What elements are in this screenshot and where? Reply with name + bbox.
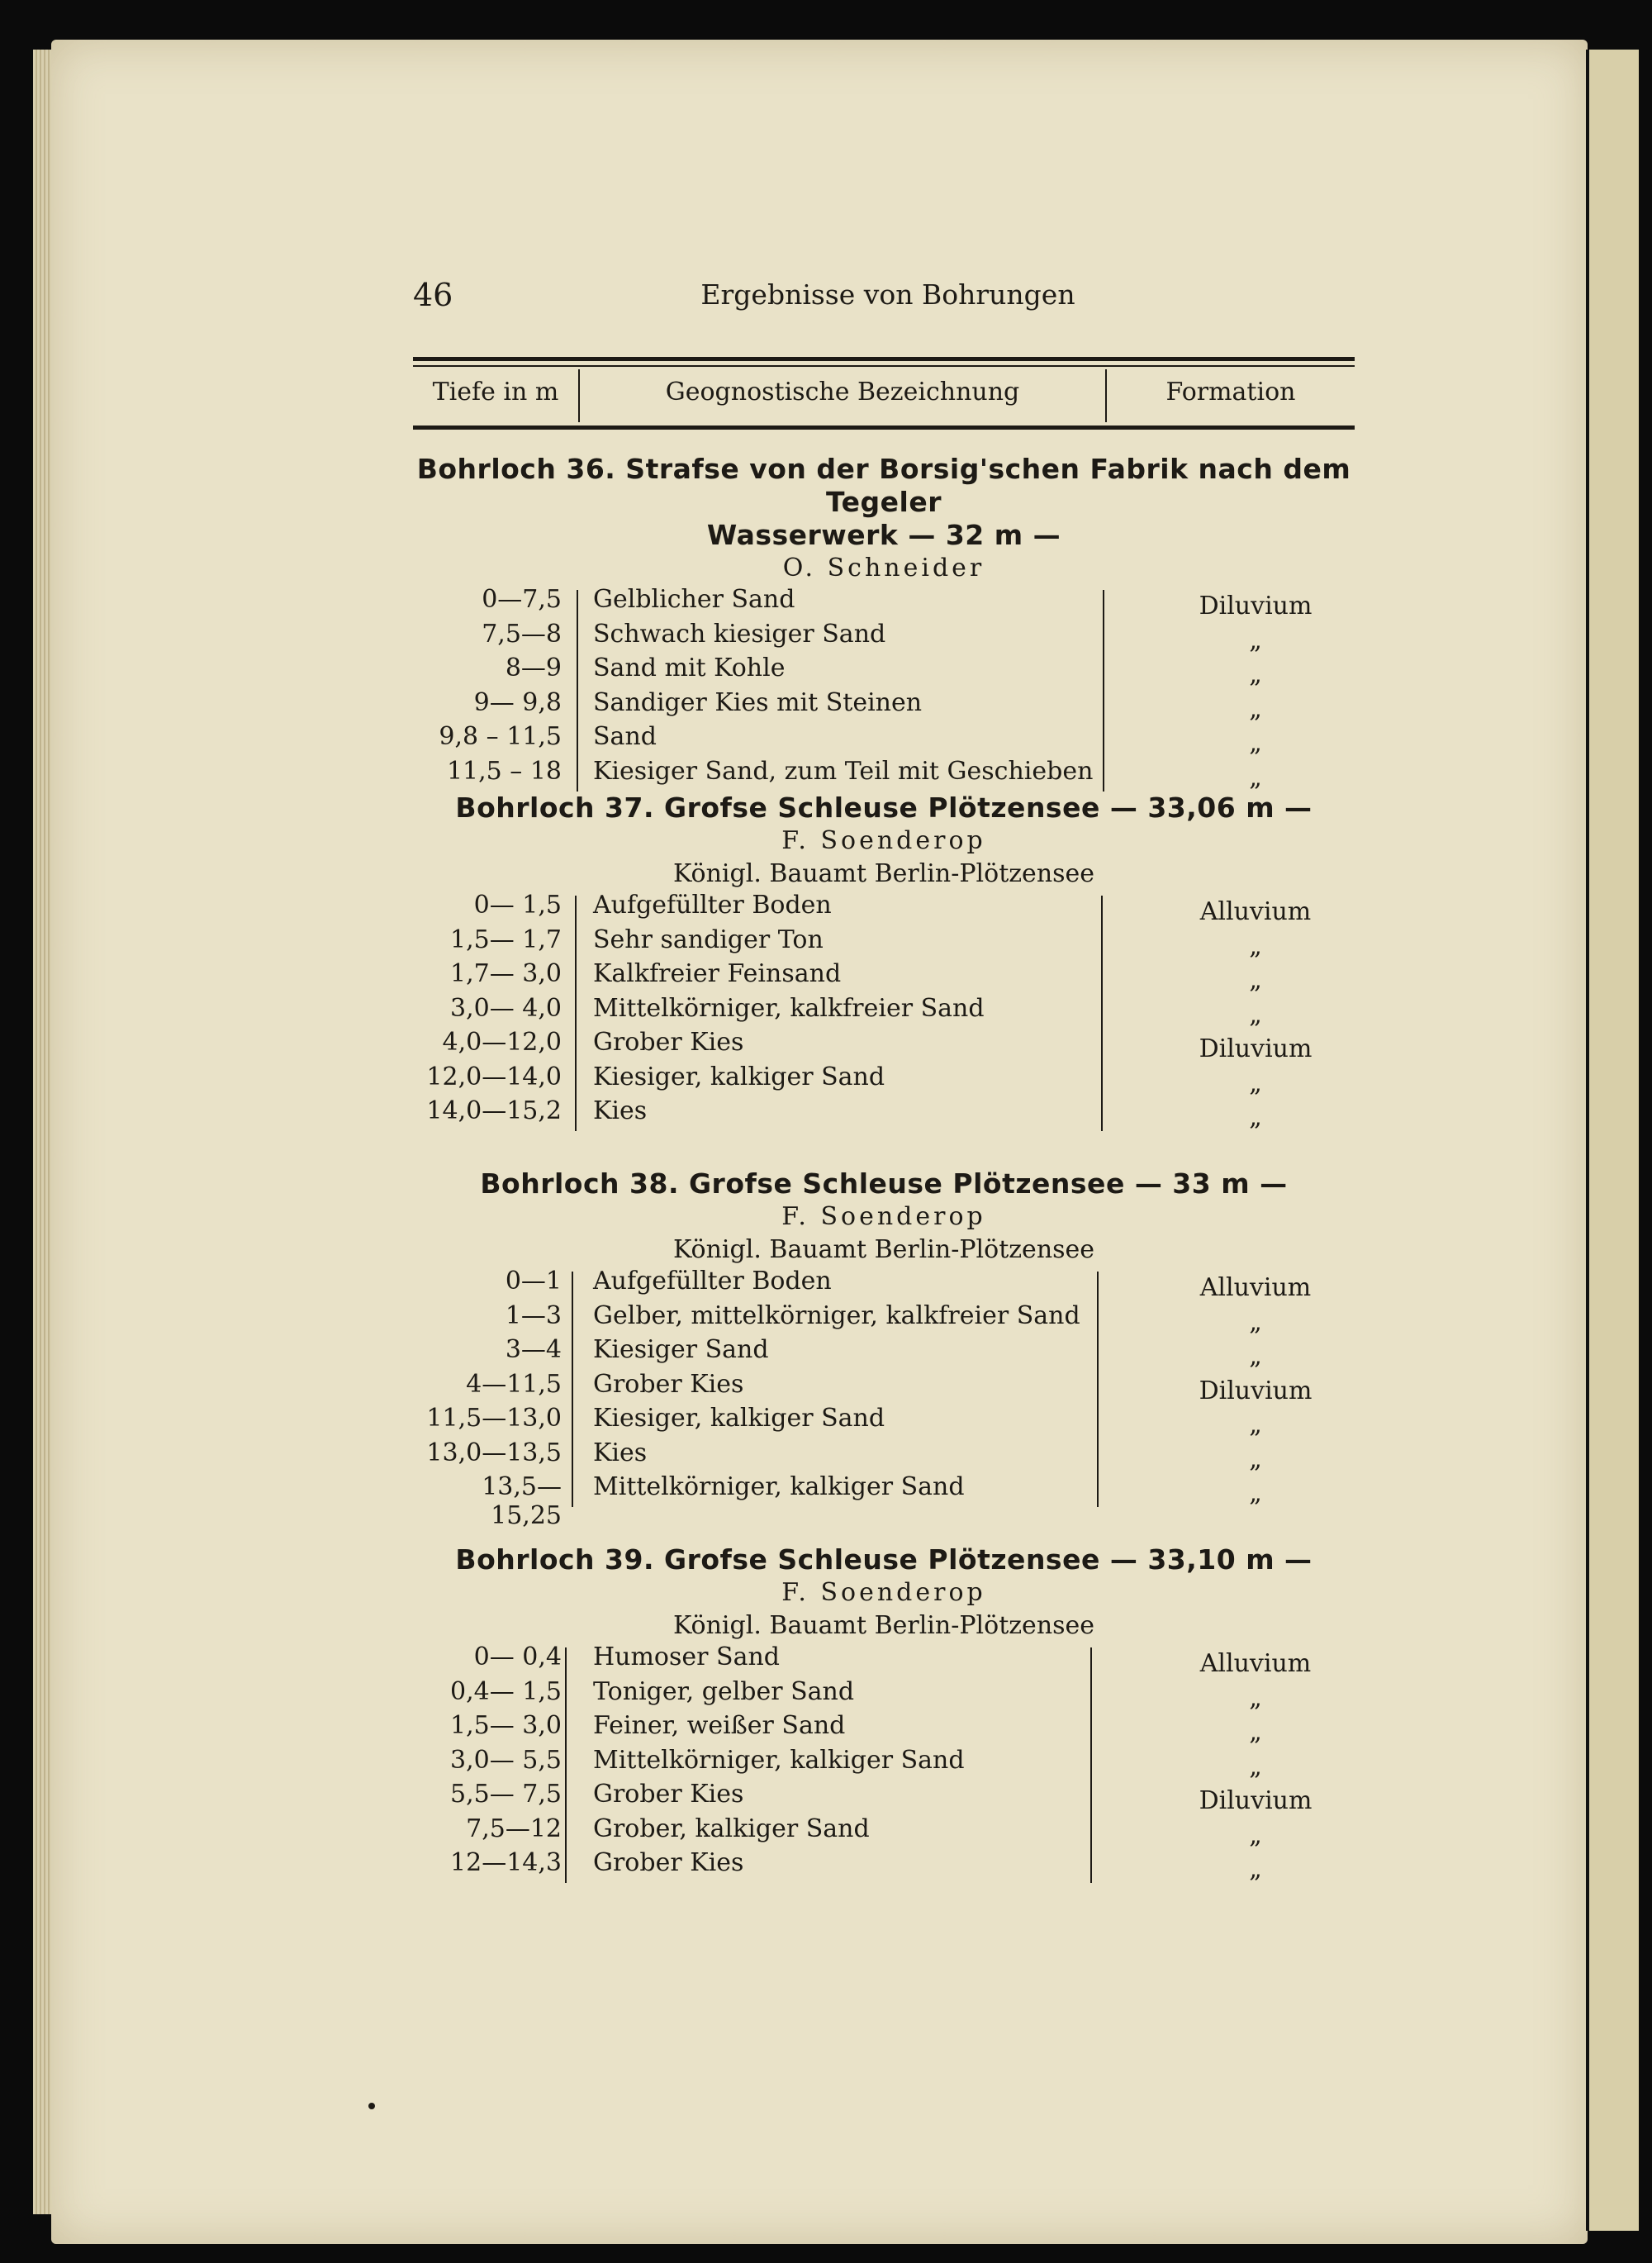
table-row: 4,0—12,0 Grober Kies Diluvium — [442, 1028, 1313, 1063]
table-row: 3—4 Kiesiger Sand „ — [505, 1335, 1262, 1371]
section-office: Königl. Bauamt Berlin-Plötzensee — [672, 1235, 1095, 1264]
table-row: 0—7,5 Gelblicher Sand Diluvium — [482, 585, 1313, 620]
column-header-formation: Formation — [1165, 378, 1296, 406]
table-row: 0,4— 1,5 Toniger, gelber Sand „ — [450, 1676, 1262, 1713]
table-row: 3,0— 4,0 Mittelkörniger, kalkfreier Sand „ — [450, 993, 1262, 1029]
page-number: 46 — [413, 277, 453, 313]
table-row: 4—11,5 Grober Kies Diluvium — [466, 1369, 1313, 1405]
section-title: Bohrloch 37. Grofse Schleuse Plötzensee — 33,06 m — — [455, 792, 1313, 824]
column-header-depth: Tiefe in m — [432, 378, 559, 406]
table-row: 13,0—13,5 Kies „ — [426, 1438, 1262, 1474]
section-rows — [413, 1643, 1355, 1883]
table-row: 12,0—14,0 Kiesiger, kalkiger Sand „ — [426, 1062, 1262, 1098]
ink-speck — [368, 2103, 375, 2109]
table-row: 14,0—15,2 Kies „ — [426, 1096, 1262, 1132]
borehole-section-38 — [413, 1167, 1355, 1530]
table-row: 7,5—12 Grober, kalkiger Sand „ — [466, 1814, 1262, 1850]
table-top-rule — [413, 357, 1355, 361]
page-header — [413, 277, 1363, 318]
borehole-section-39 — [413, 1543, 1355, 1883]
table-row: 7,5—8 Schwach kiesiger Sand „ — [482, 619, 1262, 655]
table-row: 0—1 Aufgefüllter Boden Alluvium — [505, 1267, 1312, 1302]
section-rows — [413, 891, 1355, 1131]
table-row: 1,5— 3,0 Feiner, weißer Sand „ — [450, 1711, 1262, 1747]
table-row: 1,5— 1,7 Sehr sandiger Ton „ — [450, 925, 1262, 961]
section-office: Königl. Bauamt Berlin-Plötzensee — [672, 859, 1095, 888]
table-row: 1—3 Gelber, mittelkörniger, kalkfreier Sand „ — [505, 1300, 1262, 1337]
table-row: 9,8 – 11,5 Sand „ — [439, 722, 1262, 758]
section-office: Königl. Bauamt Berlin-Plötzensee — [672, 1611, 1095, 1640]
section-rows — [413, 1267, 1355, 1530]
table-row: 5,5— 7,5 Grober Kies Diluvium — [450, 1780, 1313, 1815]
table-row: 13,5—15,25 Mittelkörniger, kalkiger Sand „ — [482, 1472, 1262, 1530]
section-author: F. Soenderop — [781, 1202, 986, 1231]
section-author: F. Soenderop — [781, 1578, 986, 1607]
table-top-rule-thin — [413, 365, 1355, 367]
section-author: F. Soenderop — [781, 826, 986, 855]
facing-page-edge — [1586, 50, 1639, 2231]
table-row: 0— 1,5 Aufgefüllter Boden Alluvium — [473, 891, 1312, 926]
table-row: 0— 0,4 Humoser Sand Alluvium — [473, 1643, 1312, 1678]
section-title: Bohrloch 39. Grofse Schleuse Plötzensee — 33,10 m — — [455, 1543, 1313, 1576]
column-header-description: Geognostische Bezeichnung — [665, 378, 1020, 406]
section-rows — [413, 585, 1355, 791]
table-row: 9— 9,8 Sandiger Kies mit Steinen „ — [473, 687, 1262, 724]
table-row: 8—9 Sand mit Kohle „ — [505, 654, 1262, 689]
borehole-section-36 — [413, 453, 1355, 791]
section-title: Bohrloch 38. Grofse Schleuse Plötzensee — 33 m — — [480, 1167, 1288, 1200]
section-title-line2: Wasserwerk — 32 m — — [706, 519, 1061, 551]
section-title: Bohrloch 36. Strafse von der Borsig'schen Fabrik nach dem Tegeler — [416, 453, 1351, 518]
table-row: 3,0— 5,5 Mittelkörniger, kalkiger Sand „ — [450, 1745, 1262, 1781]
table-row: 12—14,3 Grober Kies „ — [450, 1848, 1262, 1884]
table-row: 11,5—13,0 Kiesiger, kalkiger Sand „ — [426, 1404, 1262, 1439]
borehole-section-37 — [413, 792, 1355, 1131]
book-page — [51, 40, 1588, 2244]
section-author: O. Schneider — [782, 554, 985, 582]
table-header-bottom-rule — [413, 426, 1355, 430]
table-row: 1,7— 3,0 Kalkfreier Feinsand „ — [450, 959, 1262, 995]
table-row: 11,5 – 18 Kiesiger Sand, zum Teil mit Geschieben „ — [446, 756, 1262, 792]
running-title: Ergebnisse von Bohrungen — [700, 278, 1075, 311]
